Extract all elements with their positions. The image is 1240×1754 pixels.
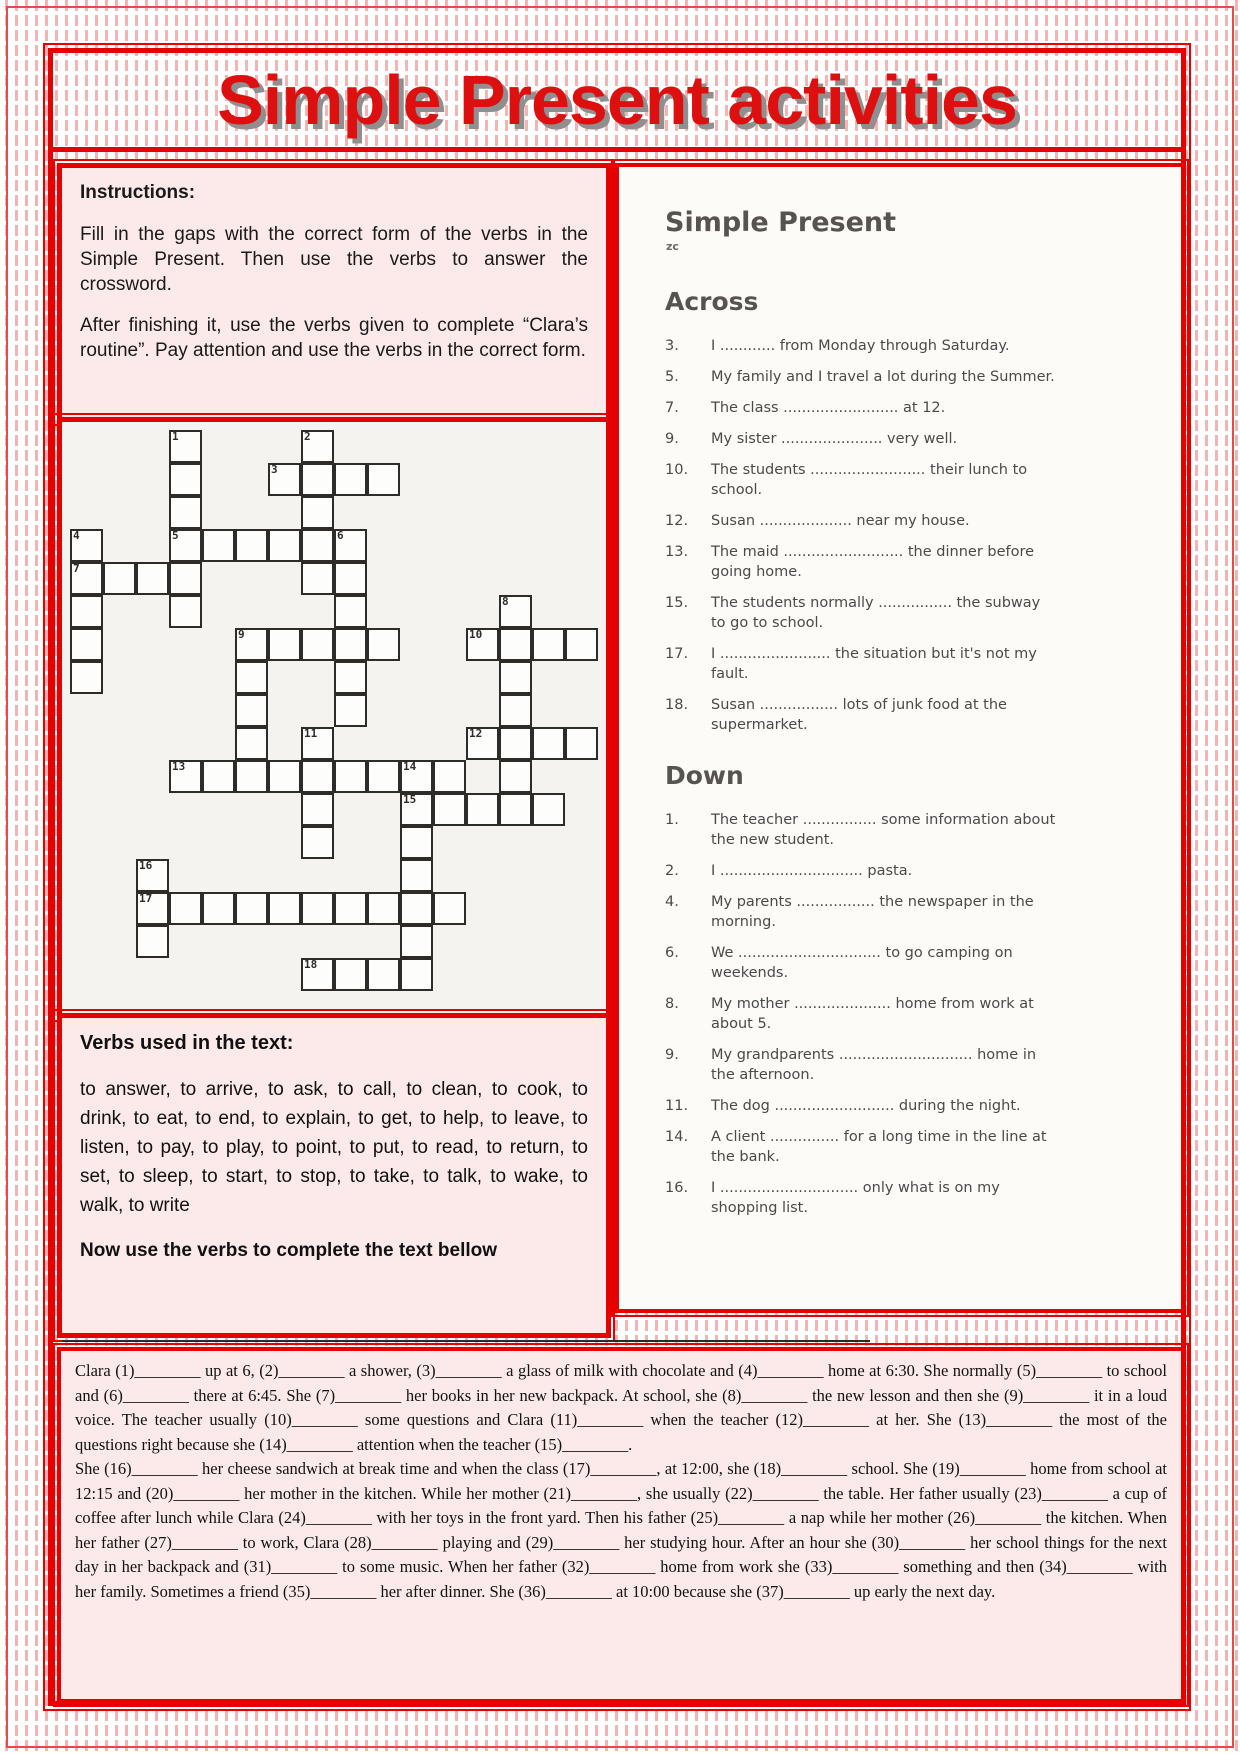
across-clue-list (665, 336, 1161, 735)
crossword-cell[interactable] (400, 826, 433, 859)
instructions-heading: Instructions: (80, 182, 196, 203)
crossword-cell[interactable] (499, 760, 532, 793)
crossword-cell-number: 15 (403, 793, 417, 806)
clue-number: 2. (665, 863, 679, 879)
title-banner (53, 53, 1181, 152)
clue-text: My parents ................. the newspaper in the morning. (711, 894, 1034, 930)
crossword-cell[interactable] (367, 628, 400, 661)
separator-line (62, 1340, 870, 1342)
crossword-cell[interactable] (301, 463, 334, 496)
crossword-cell[interactable] (70, 661, 103, 694)
crossword-cell[interactable] (235, 760, 268, 793)
crossword-cell[interactable] (433, 760, 466, 793)
clue-number: 4. (665, 894, 679, 910)
crossword-cell[interactable] (532, 628, 565, 661)
clue-text: Susan .................... near my house. (711, 513, 970, 529)
story-paragraph-1: Clara (1)________ up at 6, (2)________ a shower, (3)________ a glass of milk with chocolate and (4)________ home at 6:30. She normally (5)________ to school and (6)________ there at 6:45. She (7)________ her books in her new backpack. At school, she (8)________ the new lesson and then she (9)________ it in a loud voice. The teacher usually (10)________ some questions and Clara (11)________ when the teacher (12)________ at her. She (13)________ the most of the questions right because she (14)________ attention when the teacher (15)________. (75, 1361, 1167, 1454)
clue-number: 13. (665, 544, 689, 560)
crossword-cell[interactable] (499, 661, 532, 694)
clue-number: 5. (665, 369, 679, 385)
clue-number: 10. (665, 462, 689, 478)
crossword-cell[interactable] (268, 892, 301, 925)
clue-text: We ............................... to go camping on weekends. (711, 945, 1013, 981)
crossword-cell[interactable] (169, 562, 202, 595)
clue-item (665, 994, 1161, 1034)
clue-item (665, 861, 1161, 881)
down-clue-list (665, 810, 1161, 1218)
clue-number: 14. (665, 1129, 689, 1145)
clue-number: 6. (665, 945, 679, 961)
crossword-cell[interactable] (169, 892, 202, 925)
clue-item (665, 398, 1161, 418)
crossword-cell[interactable] (301, 892, 334, 925)
clue-text: I ............................... pasta. (711, 863, 913, 879)
clue-text: Susan ................. lots of junk food at the supermarket. (711, 697, 1007, 733)
page-title: Simple Present activities (217, 61, 1017, 139)
instructions-paragraph-2: After finishing it, use the verbs given to complete “Clara’s routine”. Pay attention and use the verbs in the correct form. (80, 315, 588, 361)
crossword-cell[interactable] (334, 892, 367, 925)
crossword-cell[interactable] (400, 859, 433, 892)
down-heading: Down (665, 761, 744, 790)
crossword-cell-number: 1 (172, 430, 179, 443)
crossword-cell[interactable] (235, 661, 268, 694)
panel-heading: Simple Present (665, 207, 897, 238)
clue-number: 11. (665, 1098, 689, 1114)
instructions-paragraph-1: Fill in the gaps with the correct form of the verbs in the Simple Present. Then use the verbs to answer the crossword. (80, 224, 588, 295)
clue-item (665, 1045, 1161, 1085)
crossword-cell[interactable] (334, 463, 367, 496)
clue-text: The class ......................... at 12. (711, 400, 946, 416)
crossword-cell-number: 5 (172, 529, 179, 542)
crossword-cell[interactable] (70, 595, 103, 628)
crossword-box (57, 417, 611, 1018)
crossword-cell[interactable] (301, 826, 334, 859)
clue-item (665, 695, 1161, 735)
crossword-cell[interactable] (136, 925, 169, 958)
crossword-cell-number: 4 (73, 529, 80, 542)
clue-number: 3. (665, 338, 679, 354)
clue-item (665, 1096, 1161, 1116)
crossword-cell[interactable] (235, 727, 268, 760)
crossword-cell-number: 8 (502, 595, 509, 608)
crossword-cell-number: 11 (304, 727, 318, 740)
crossword-cell[interactable] (301, 793, 334, 826)
crossword-cell[interactable] (136, 562, 169, 595)
clue-number: 12. (665, 513, 689, 529)
clue-text: My sister ...................... very well. (711, 431, 958, 447)
panel-subheading: zc (666, 240, 679, 253)
crossword-cell[interactable] (334, 958, 367, 991)
crossword-cell-number: 10 (469, 628, 483, 641)
crossword-cell-number: 14 (403, 760, 417, 773)
clue-number: 7. (665, 400, 679, 416)
clue-number: 17. (665, 646, 689, 662)
crossword-cell-number: 17 (139, 892, 153, 905)
crossword-cell-number: 6 (337, 529, 344, 542)
crossword-cell[interactable] (169, 463, 202, 496)
clue-text: My grandparents ............................. home in the afternoon. (711, 1047, 1037, 1083)
crossword-cell-number: 16 (139, 859, 153, 872)
clue-text: My mother ..................... home from work at about 5. (711, 996, 1034, 1032)
clue-text: The students ......................... their lunch to school. (711, 462, 1028, 498)
clue-text: The teacher ................ some information about the new student. (711, 812, 1056, 848)
verbs-list: to answer, to arrive, to ask, to call, to clean, to cook, to drink, to eat, to end, to explain, to get, to help, to leave, to listen, to pay, to play, to point, to put, to read, to return, to set, to sleep, to start, to stop, to take, to talk, to wake, to walk, to write (80, 1079, 588, 1216)
clue-item (665, 429, 1161, 449)
crossword-cell[interactable] (301, 760, 334, 793)
crossword-cell[interactable] (565, 727, 598, 760)
crossword-cell[interactable] (334, 562, 367, 595)
crossword-cell[interactable] (400, 925, 433, 958)
crossword-cell[interactable] (499, 727, 532, 760)
verbs-heading: Verbs used in the text: (80, 1032, 294, 1054)
clue-item (665, 943, 1161, 983)
verbs-note: Now use the verbs to complete the text bellow (80, 1240, 498, 1261)
crossword-cell[interactable] (367, 958, 400, 991)
crossword-cell[interactable] (301, 562, 334, 595)
clue-number: 16. (665, 1180, 689, 1196)
crossword-cell[interactable] (334, 595, 367, 628)
clue-item (665, 892, 1161, 932)
clue-text: The students normally ................ the subway to go to school. (711, 595, 1041, 631)
crossword-cell[interactable] (70, 628, 103, 661)
clue-item (665, 593, 1161, 633)
clue-item (665, 810, 1161, 850)
clue-number: 9. (665, 1047, 679, 1063)
crossword-cell[interactable] (400, 892, 433, 925)
crossword-cell-number: 7 (73, 562, 80, 575)
crossword-cell-number: 9 (238, 628, 245, 641)
instructions-box (57, 163, 611, 422)
crossword-cell[interactable] (334, 694, 367, 727)
crossword-cell[interactable] (499, 628, 532, 661)
crossword-cell[interactable] (268, 529, 301, 562)
clue-text: My family and I travel a lot during the Summer. (711, 369, 1055, 385)
clues-panel (615, 163, 1185, 1313)
clue-number: 15. (665, 595, 689, 611)
clue-number: 18. (665, 697, 689, 713)
crossword-cell[interactable] (334, 661, 367, 694)
crossword-cell[interactable] (103, 562, 136, 595)
crossword-cell[interactable] (367, 463, 400, 496)
clue-item (665, 644, 1161, 684)
clue-number: 1. (665, 812, 679, 828)
crossword-cell[interactable] (202, 760, 235, 793)
across-heading: Across (665, 287, 759, 316)
crossword-cell[interactable] (169, 595, 202, 628)
crossword-cell[interactable] (499, 793, 532, 826)
crossword-cell[interactable] (565, 628, 598, 661)
crossword-cell[interactable] (367, 892, 400, 925)
crossword-cell[interactable] (235, 892, 268, 925)
crossword-cell[interactable] (334, 628, 367, 661)
clue-text: I ............ from Monday through Saturday. (711, 338, 1010, 354)
clue-text: The dog .......................... during the night. (711, 1098, 1021, 1114)
clue-number: 8. (665, 996, 679, 1012)
crossword-cell[interactable] (202, 529, 235, 562)
clue-text: I .............................. only what is on my shopping list. (711, 1180, 1000, 1216)
clue-item (665, 367, 1161, 387)
crossword-cell[interactable] (268, 628, 301, 661)
crossword-cell[interactable] (268, 760, 301, 793)
crossword-cell-number: 18 (304, 958, 318, 971)
clue-item (665, 511, 1161, 531)
crossword-cell[interactable] (433, 793, 466, 826)
crossword-cell[interactable] (334, 760, 367, 793)
crossword-cell[interactable] (367, 760, 400, 793)
story-box (57, 1347, 1185, 1703)
crossword-cell-number: 12 (469, 727, 483, 740)
clue-item (665, 336, 1161, 356)
crossword-cell-number: 13 (172, 760, 186, 773)
crossword-cell[interactable] (169, 496, 202, 529)
verbs-box (57, 1013, 611, 1338)
crossword-cell[interactable] (466, 793, 499, 826)
clue-text: I ........................ the situation but it's not my fault. (711, 646, 1037, 682)
crossword-cell[interactable] (532, 727, 565, 760)
story-paragraph-2: She (16)________ her cheese sandwich at break time and when the class (17)________, at 12:00, she (18)________ school. She (19)________ home from school at 12:15 and (20)________ her mother in the kitchen. While her mother (21)________, she usually (22)________ the table. Her father usually (23)________ a cup of coffee after lunch while Clara (24)________ with her toys in the front yard. Then his father (25)________ a nap while her mother (26)________ the kitchen. When her father (27)________ to work, Clara (28)________ playing and (29)________ her studying hour. After an hour she (30)________ her school things for the next day in her backpack and (31)________ to some music. When her father (32)________ home from work she (33)________ something and then (34)________ with her family. Sometimes a friend (35)________ her after dinner. She (36)________ at 10:00 because she (37)________ up early the next day. (75, 1459, 1167, 1601)
clue-item (665, 460, 1161, 500)
clue-item (665, 1127, 1161, 1167)
crossword-cell-number: 3 (271, 463, 278, 476)
crossword-cell[interactable] (499, 694, 532, 727)
crossword-cell-number: 2 (304, 430, 311, 443)
crossword-cell[interactable] (202, 892, 235, 925)
crossword-cell[interactable] (235, 694, 268, 727)
clue-number: 9. (665, 431, 679, 447)
crossword-cell[interactable] (301, 529, 334, 562)
crossword-cell[interactable] (433, 892, 466, 925)
clue-text: A client ............... for a long time in the line at the bank. (711, 1129, 1047, 1165)
crossword-cell[interactable] (301, 628, 334, 661)
clue-item (665, 1178, 1161, 1218)
crossword-cell[interactable] (235, 529, 268, 562)
clue-text: The maid .......................... the dinner before going home. (711, 544, 1035, 580)
crossword-cell[interactable] (400, 958, 433, 991)
crossword-cell[interactable] (301, 496, 334, 529)
clue-item (665, 542, 1161, 582)
crossword-cell[interactable] (532, 793, 565, 826)
